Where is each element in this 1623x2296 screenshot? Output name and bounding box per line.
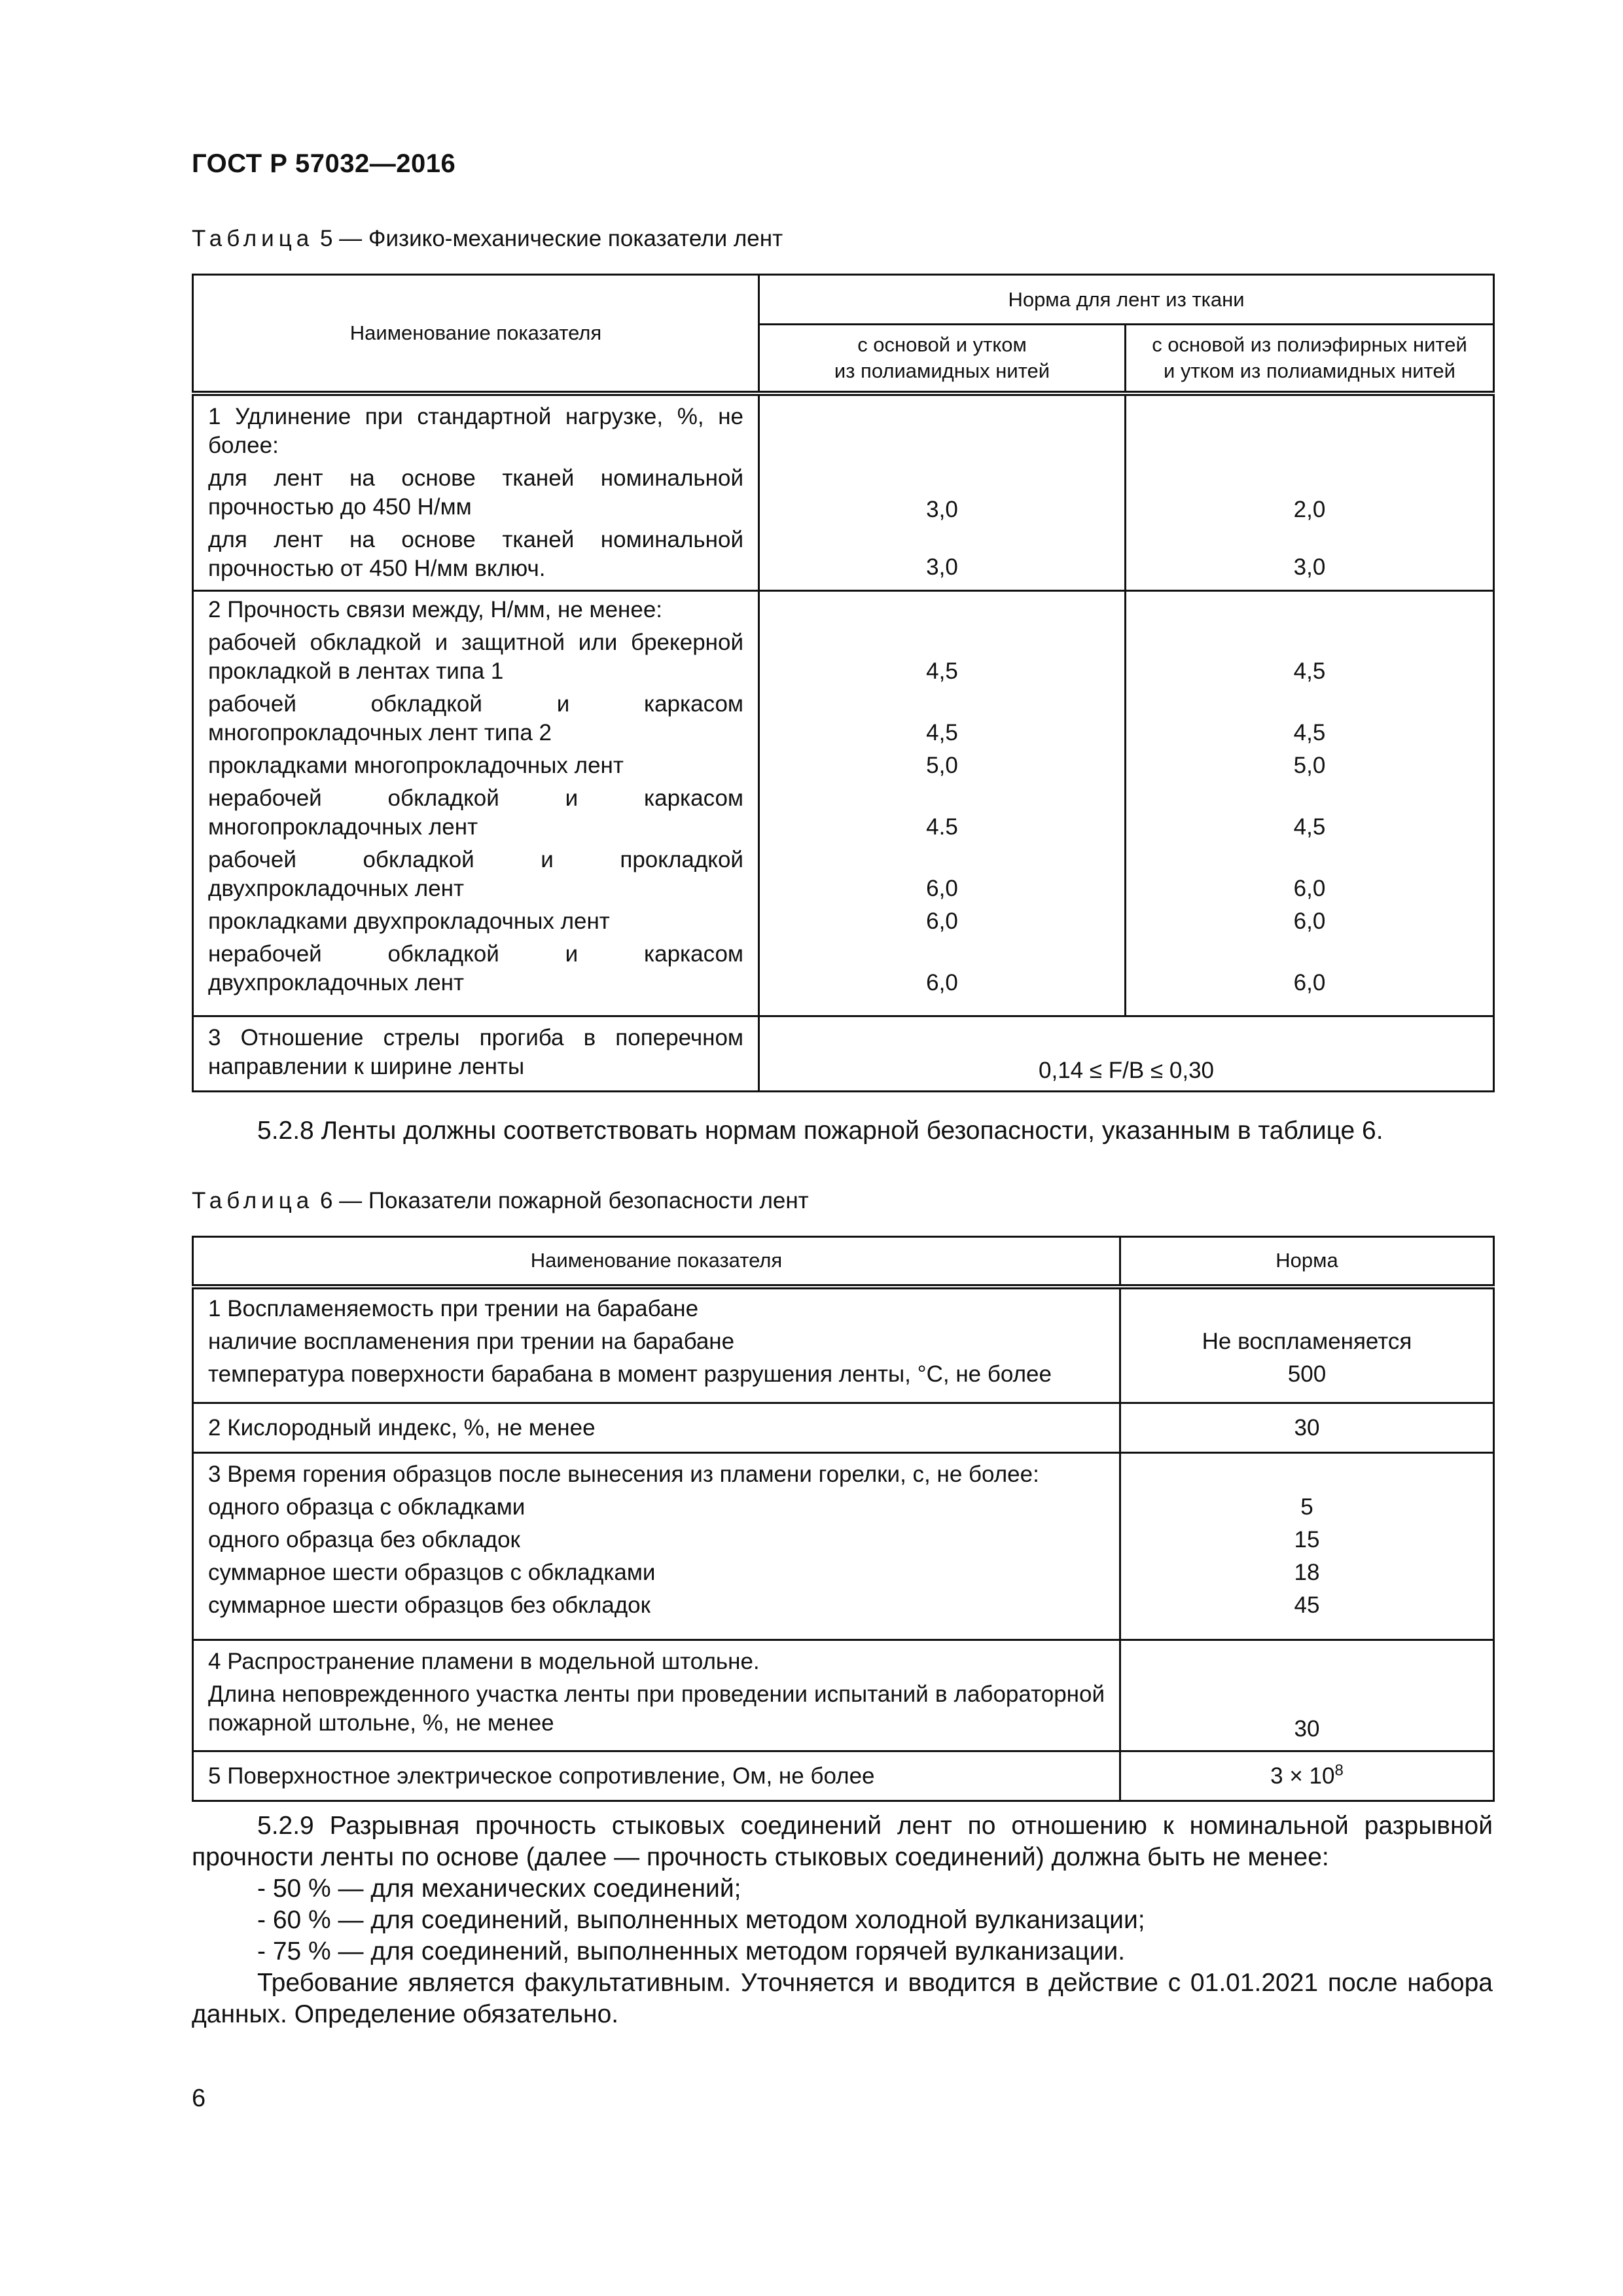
- table6-value-base: 3 × 10: [1270, 1763, 1335, 1789]
- table6-group1-values: [1120, 1287, 1494, 1403]
- paragraph-5-2-8-text: 5.2.8 Ленты должны соответствовать нормам пожарной безопасности, указанным в таблице 6.: [257, 1117, 1383, 1145]
- table5-group2-title: 2 Прочность связи между, Н/мм, не менее:: [208, 597, 663, 622]
- table5-value: 4,5: [1293, 814, 1326, 840]
- table5-value: 2,0: [1293, 496, 1326, 522]
- table6-value: 45: [1294, 1592, 1320, 1618]
- table5-group2-row1: рабочей обкладкой и защитной или брекерной прокладкой в лентах типа 1: [208, 630, 743, 684]
- table6-caption: [192, 1188, 809, 1214]
- table-row: [193, 1751, 1494, 1801]
- table5-header-col-a: с основой и утком из полиамидных нитей: [759, 325, 1126, 393]
- table-row: [193, 591, 1494, 1016]
- table6-group1-row2: температура поверхности барабана в момент разрушения ленты, °С, не более: [208, 1361, 1052, 1387]
- table6-group2-title: 2 Кислородный индекс, %, не менее: [208, 1414, 596, 1441]
- table5-value: 6,0: [1293, 908, 1326, 934]
- table6-group1-row1: наличие воспламенения при трении на барабане: [208, 1328, 735, 1354]
- table6-header-norm: Норма: [1120, 1237, 1494, 1287]
- table5-group1-col-a: [759, 393, 1126, 591]
- table5-header-norm: Норма для лент из ткани: [759, 275, 1494, 325]
- table5-value: 4,5: [926, 720, 958, 745]
- table6-group1-title: 1 Воспламеняемость при трении на барабане: [208, 1295, 699, 1321]
- paragraph-5-2-9: [192, 1810, 1493, 2030]
- table5-value: 3,0: [926, 496, 958, 522]
- table6-group3-values: [1120, 1453, 1494, 1640]
- table5-value: 4,5: [926, 658, 958, 684]
- table5-value: 6,0: [926, 908, 958, 934]
- table5-group1-col-b: [1126, 393, 1494, 591]
- paragraph-5-2-9-item2: - 60 % — для соединений, выполненных методом холодной вулканизации;: [257, 1906, 1145, 1934]
- table6-group3-title: 3 Время горения образцов после вынесения из пламени горелки, с, не более:: [208, 1462, 1039, 1487]
- table5-group1-text: [193, 393, 759, 591]
- table5-group3-title: 3 Отношение стрелы прогиба в поперечном направлении к ширине ленты: [208, 1025, 743, 1079]
- table6-header-name: Наименование показателя: [193, 1237, 1120, 1287]
- table6-group3-row2: одного образца без обкладок: [208, 1527, 520, 1552]
- table6-value: 15: [1294, 1527, 1320, 1552]
- table5-value: 3,0: [926, 554, 958, 580]
- table-row: [193, 1287, 1494, 1403]
- table5-group3-value: 0,14 ≤ F/B ≤ 0,30: [759, 1016, 1494, 1092]
- table-row: [193, 1016, 1494, 1092]
- table5-group1-row2: для лент на основе тканей номинальной прочностью от 450 Н/мм включ.: [208, 526, 743, 581]
- table6-value-exponent: 8: [1334, 1761, 1344, 1779]
- table6-caption-prefix: Таблица: [192, 1188, 314, 1213]
- table6-group4-row1: Длина неповрежденного участка ленты при проведении испытаний в лабораторной пожарной штольне, %, не менее: [208, 1681, 1105, 1736]
- table6-group2-value: 30: [1120, 1403, 1494, 1453]
- table6-group4-title: 4 Распространение пламени в модельной штольне.: [208, 1649, 760, 1674]
- table-row: [193, 1640, 1494, 1751]
- table5-value: 4,5: [1293, 720, 1326, 745]
- table5-group2-row3: прокладками многопрокладочных лент: [208, 753, 624, 778]
- table5-group1-title: 1 Удлинение при стандартной нагрузке, %, не более:: [208, 403, 743, 458]
- table5-header-name: Наименование показателя: [193, 275, 759, 393]
- table6-group3-row4: суммарное шести образцов без обкладок: [208, 1592, 651, 1618]
- table5-value: 4,5: [1293, 658, 1326, 684]
- document-header: ГОСТ Р 57032—2016: [192, 149, 456, 178]
- table6-group5-value: [1120, 1751, 1494, 1801]
- table5-caption-prefix: Таблица: [192, 226, 314, 251]
- table5-value: 3,0: [1293, 554, 1326, 580]
- table5-caption: [192, 226, 783, 252]
- table5-value: 4.5: [926, 814, 958, 840]
- table6-group1-text: [193, 1287, 1120, 1403]
- table-row: [193, 1453, 1494, 1640]
- paragraph-5-2-9-intro: 5.2.9 Разрывная прочность стыковых соединений лент по отношению к номинальной разрывной прочности ленты по основе (далее — прочность стыковых соединений) должна быть не менее:: [192, 1812, 1493, 1871]
- table5-group2-row4: нерабочей обкладкой и каркасом многопрокладочных лент: [208, 785, 743, 840]
- table5-value: 5,0: [1293, 753, 1326, 778]
- table5-group3-text: [193, 1016, 759, 1092]
- table6-value: Не воспламеняется: [1202, 1328, 1412, 1354]
- table6-group2-text: [193, 1403, 1120, 1453]
- table6-group3-row3: суммарное шести образцов с обкладками: [208, 1560, 656, 1585]
- table5-group2-col-b: [1126, 591, 1494, 1016]
- table5-group2-row2: рабочей обкладкой и каркасом многопрокладочных лент типа 2: [208, 691, 743, 745]
- page-number: 6: [192, 2085, 206, 2112]
- table5-group2-row7: нерабочей обкладкой и каркасом двухпрокладочных лент: [208, 941, 743, 996]
- table6-group5-text: [193, 1751, 1120, 1801]
- table5-value: 6,0: [1293, 876, 1326, 901]
- table6-group4-text: [193, 1640, 1120, 1751]
- table5-value: 5,0: [926, 753, 958, 778]
- table6-group5-title: 5 Поверхностное электрическое сопротивление, Ом, не более: [208, 1763, 875, 1789]
- table5-value: 6,0: [1293, 970, 1326, 996]
- table5: [192, 274, 1495, 1092]
- table5-group2-row6: прокладками двухпрокладочных лент: [208, 908, 610, 934]
- table5-caption-title: 5 — Физико-механические показатели лент: [313, 226, 783, 251]
- table6: [192, 1236, 1495, 1802]
- table-row: [193, 393, 1494, 591]
- table5-group2-col-a: [759, 591, 1126, 1016]
- table-row: [193, 1403, 1494, 1453]
- table5-value: 6,0: [926, 970, 958, 996]
- table5-header-col-b: с основой из полиэфирных нитей и утком из полиамидных нитей: [1126, 325, 1494, 393]
- table6-value: 18: [1294, 1560, 1320, 1585]
- paragraph-5-2-9-item1: - 50 % — для механических соединений;: [257, 1874, 741, 1903]
- table6-caption-title: 6 — Показатели пожарной безопасности лент: [313, 1188, 809, 1213]
- table6-group3-row1: одного образца с обкладками: [208, 1494, 526, 1520]
- table5-group2-row5: рабочей обкладкой и прокладкой двухпрокладочных лент: [208, 847, 743, 901]
- paragraph-5-2-9-item3: - 75 % — для соединений, выполненных методом горячей вулканизации.: [257, 1937, 1126, 1965]
- table6-group3-text: [193, 1453, 1120, 1640]
- table5-value: 6,0: [926, 876, 958, 901]
- table5-group1-row1: для лент на основе тканей номинальной прочностью до 450 Н/мм: [208, 465, 743, 520]
- paragraph-5-2-9-note: Требование является факультативным. Уточняется и вводится в действие с 01.01.2021 после набора данных. Определение обязательно.: [192, 1969, 1493, 2028]
- table6-value: 500: [1287, 1361, 1327, 1387]
- table5-group2-text: [193, 591, 759, 1016]
- table6-value: 5: [1300, 1494, 1313, 1520]
- paragraph-5-2-8: [192, 1115, 1493, 1147]
- table6-group4-value: 30: [1120, 1640, 1494, 1751]
